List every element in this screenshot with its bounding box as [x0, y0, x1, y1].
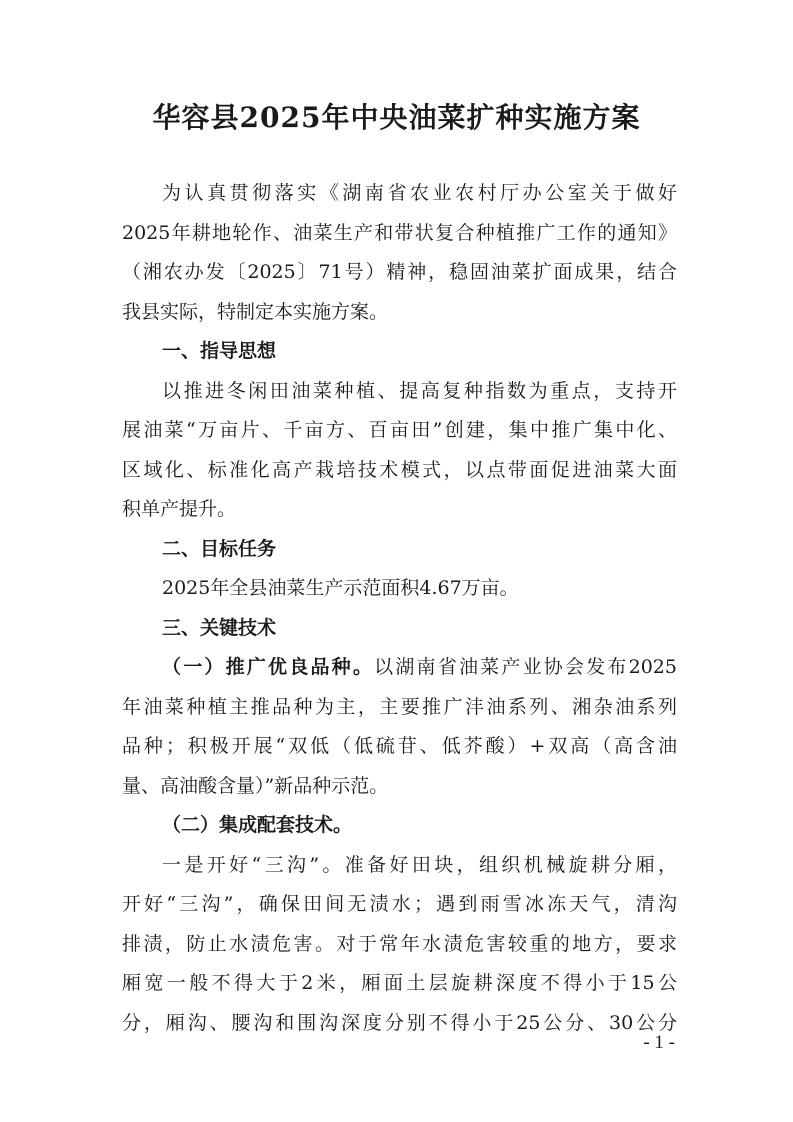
intro-line: 为认真贯彻落实《湖南省农业农村厅办公室关于做好: [162, 182, 677, 204]
paragraph-line: 排渍，防止水渍危害。对于常年水渍危害较重的地方，要求: [122, 932, 677, 955]
page-number: - 1 -: [643, 1032, 675, 1053]
paragraph-line: 开好“三沟”，确保田间无渍水；遇到雨雪冰冻天气，清沟: [122, 893, 677, 915]
intro-line: 我县实际，特制定本实施方案。: [122, 300, 389, 323]
paragraph-line: 量、高油酸含量）”新品种示范。: [122, 774, 389, 797]
section-heading-targets: 二、目标任务: [162, 537, 277, 560]
paragraph-line: 品种；积极开展“双低（低硫苷、低芥酸）+双高（高含油: [122, 735, 677, 757]
document-title: 华容县2025年中央油菜扩种实施方案: [152, 101, 641, 134]
subsection-label-integrated-tech: （二）集成配套技术。: [162, 814, 353, 836]
subsection-line: [122, 648, 677, 688]
paragraph-line: 2025年全县油菜生产示范面积4.67万亩。: [162, 577, 519, 599]
paragraph-line: 年油菜种植主推品种为主，主要推广沣油系列、湘杂油系列: [122, 695, 677, 718]
paragraph-line: 积单产提升。: [122, 498, 237, 520]
intro-line: （湘农办发〔2025〕71号）精神，稳固油菜扩面成果，结合: [122, 261, 677, 283]
subsection-text: 以湖南省油菜产业协会发布2025: [374, 656, 677, 678]
paragraph-line: 一是开好“三沟”。准备好田块，组织机械旋耕分厢，: [162, 853, 677, 876]
paragraph-line: 分，厢沟、腰沟和围沟深度分别不得小于25公分、30公分: [122, 1011, 677, 1034]
paragraph-line: 展油菜“万亩片、千亩方、百亩田”创建，集中推广集中化、: [122, 419, 677, 441]
paragraph-line: 以推进冬闲田油菜种植、提高复种指数为重点，支持开: [162, 379, 677, 402]
subsection-label-varieties: （一）推广优良品种。: [162, 656, 375, 678]
section-heading-key-tech: 三、关键技术: [162, 616, 277, 639]
document-body: [122, 174, 677, 1043]
paragraph-line: 厢宽一般不得大于2米，厢面土层旋耕深度不得小于15公: [122, 972, 677, 994]
paragraph-line: 区域化、标准化高产栽培技术模式，以点带面促进油菜大面: [122, 458, 677, 481]
section-heading-guiding-thought: 一、指导思想: [162, 340, 277, 362]
intro-line: 2025年耕地轮作、油菜生产和带状复合种植推广工作的通知》: [122, 221, 677, 244]
